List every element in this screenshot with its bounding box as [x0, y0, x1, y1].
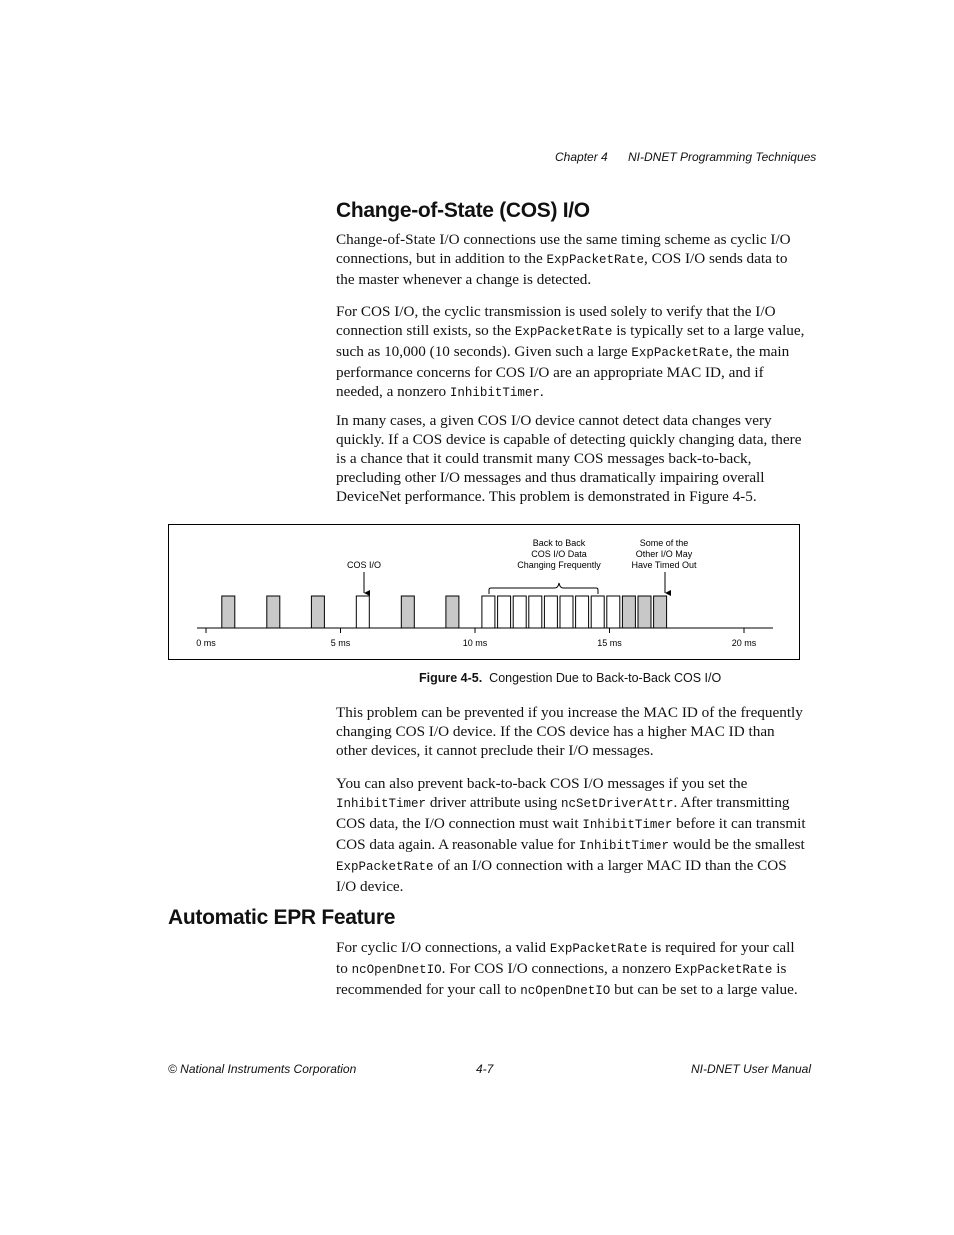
other-io-message-bar: [311, 596, 324, 628]
cos-io-message-bar: [513, 596, 526, 628]
footer-page-number: 4-7: [476, 1062, 494, 1076]
caption-text: Congestion Due to Back-to-Back COS I/O: [489, 671, 722, 685]
cos-io-message-bar: [498, 596, 511, 628]
brace-back-to-back: [489, 583, 598, 594]
text: before it can transmit COS data again. A reasonable value for: [336, 815, 806, 853]
cos-io-message-bar: [576, 596, 589, 628]
text: would be the smallest: [668, 836, 805, 853]
header-chapter: Chapter 4: [555, 150, 608, 164]
text: . After transmitting COS data, the I/O connection must wait: [336, 794, 790, 832]
text: Change-of-State I/O connections use the same timing scheme as cyclic I/O connections, but in addition to the: [336, 231, 791, 267]
annotation-back-to-back-line2: COS I/O Data: [531, 549, 587, 559]
paragraph-cos-problem: In many cases, a given COS I/O device cannot detect data changes very quickly. If a COS device is capable of detecting quickly changing data, there is a chance that it could transmit many COS messages back-to-back, precluding other I/O messages and thus dramatically impairing overall DeviceNet performance. This problem is demonstrated in Figure 4-5.: [336, 412, 802, 505]
section-heading-epr: Automatic EPR Feature: [168, 906, 396, 929]
annotation-cos-io: COS I/O: [346, 560, 382, 570]
paragraph-mac-id: This problem can be prevented if you increase the MAC ID of the frequently changing COS I/O device. If the COS device has a higher MAC ID than other devices, it cannot preclude their I/O messages.: [336, 704, 803, 759]
cos-io-message-bar: [356, 596, 369, 628]
code-exppacketrate: ExpPacketRate: [549, 942, 648, 956]
paragraph-cos-intro: [336, 230, 806, 289]
text: .: [539, 383, 544, 400]
annotation-timed-out-line1: Some of the: [639, 538, 689, 548]
other-io-message-bar: [654, 596, 667, 628]
x-tick-label: 10 ms: [462, 638, 488, 648]
code-inhibittimer: InhibitTimer: [449, 386, 540, 400]
section-heading-cos: Change-of-State (COS) I/O: [336, 199, 590, 222]
code-inhibittimer: InhibitTimer: [578, 839, 669, 853]
code-ncopendnetio: ncOpenDnetIO: [351, 963, 442, 977]
code-inhibittimer: InhibitTimer: [582, 818, 673, 832]
paragraph-epr: [336, 938, 806, 1001]
annotation-timed-out-line3: Have Timed Out: [631, 560, 697, 570]
code-ncsetdriverattr: ncSetDriverAttr: [560, 797, 674, 811]
x-tick-label: 20 ms: [731, 638, 757, 648]
x-tick-label: 15 ms: [597, 638, 622, 648]
text: of an I/O connection with a larger MAC ID than the COS I/O device.: [336, 857, 787, 895]
header-title: NI-DNET Programming Techniques: [628, 150, 817, 164]
text: For cyclic I/O connections, a valid: [336, 939, 550, 956]
footer-copyright: © National Instruments Corporation: [168, 1062, 357, 1076]
text: , the main performance concerns for COS I/O are an appropriate MAC ID, and if needed, a nonzero: [336, 343, 790, 400]
text: For COS I/O, the cyclic transmission is used solely to verify that the I/O connection still exists, so the: [336, 303, 776, 339]
text: , COS I/O sends data to the master whenever a change is detected.: [336, 250, 788, 288]
code-exppacketrate: ExpPacketRate: [514, 325, 613, 339]
cos-io-message-bar: [591, 596, 604, 628]
text: driver attribute using: [426, 794, 561, 811]
footer-manual-title: NI-DNET User Manual: [691, 1062, 812, 1076]
other-io-message-bar: [267, 596, 280, 628]
caption-label: Figure 4-5.: [419, 671, 483, 685]
figure-caption: [419, 671, 721, 685]
text: is recommended for your call to: [336, 960, 787, 998]
paragraph-cos-cyclic: [336, 302, 806, 403]
text: but can be set to a large value.: [610, 981, 798, 998]
timeline-chart: [169, 525, 799, 659]
code-ncopendnetio: ncOpenDnetIO: [520, 984, 611, 998]
code-exppacketrate: ExpPacketRate: [546, 253, 645, 267]
text: is typically set to a large value, such as 10,000 (10 seconds). Given such a large: [336, 322, 805, 360]
cos-io-message-bar: [607, 596, 620, 628]
cos-io-message-bar: [529, 596, 542, 628]
other-io-message-bar: [638, 596, 651, 628]
code-inhibittimer: InhibitTimer: [336, 797, 427, 811]
text: You can also prevent back-to-back COS I/O messages if you set the: [336, 775, 748, 792]
figure-congestion: [168, 524, 800, 660]
annotation-timed-out-line2: Other I/O May: [635, 549, 693, 559]
code-exppacketrate: ExpPacketRate: [336, 860, 434, 874]
annotation-back-to-back-line3: Changing Frequently: [517, 560, 601, 570]
code-exppacketrate: ExpPacketRate: [631, 346, 729, 360]
annotation-back-to-back-line1: Back to Back: [532, 538, 586, 548]
text: . For COS I/O connections, a nonzero: [441, 960, 675, 977]
other-io-message-bar: [446, 596, 459, 628]
other-io-message-bar: [401, 596, 414, 628]
other-io-message-bar: [222, 596, 235, 628]
x-tick-label: 0 ms: [196, 638, 216, 648]
cos-io-message-bar: [544, 596, 557, 628]
cos-io-message-bar: [560, 596, 573, 628]
cos-io-message-bar: [482, 596, 495, 628]
x-tick-label: 5 ms: [330, 638, 351, 648]
code-exppacketrate: ExpPacketRate: [674, 963, 773, 977]
other-io-message-bar: [622, 596, 635, 628]
text: is required for your call to: [336, 939, 795, 977]
paragraph-inhibit-timer: [336, 774, 806, 896]
